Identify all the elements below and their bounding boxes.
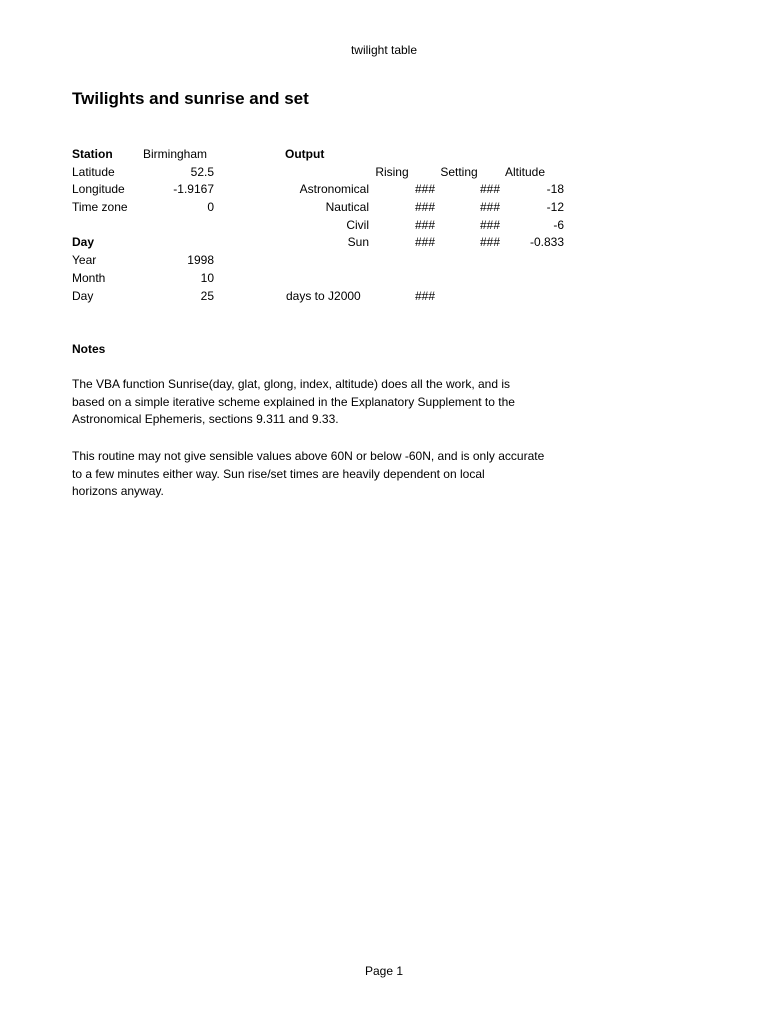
notes-line: to a few minutes either way. Sun rise/set times are heavily dependent on local — [72, 466, 485, 481]
output-altitude-value: -6 — [553, 218, 564, 232]
latitude-value: 52.5 — [190, 165, 214, 179]
output-label: Output — [285, 147, 325, 161]
longitude-value: -1.9167 — [173, 182, 214, 196]
output-row-name: Sun — [347, 235, 369, 249]
output-row-name: Nautical — [325, 200, 369, 214]
notes-line: This routine may not give sensible values above 60N or below -60N, and is only accurate — [72, 449, 545, 463]
output-row-name: Civil — [346, 218, 369, 232]
output-rising-value: ### — [414, 218, 435, 232]
column-header-altitude: Altitude — [504, 165, 546, 179]
output-rising-value: ### — [414, 235, 435, 249]
page-header: twilight table — [350, 43, 418, 57]
output-setting-value: ### — [479, 200, 500, 214]
month-value: 10 — [200, 271, 214, 285]
output-altitude-value: -12 — [546, 200, 564, 214]
month-label: Month — [72, 271, 106, 285]
timezone-value: 0 — [207, 200, 214, 214]
j2000-value: ### — [414, 289, 435, 303]
notes-line: The VBA function Sunrise(day, glat, glong, index, altitude) does all the work, and is — [72, 377, 511, 391]
year-label: Year — [72, 253, 97, 267]
output-setting-value: ### — [479, 218, 500, 232]
output-row-name: Astronomical — [299, 182, 369, 196]
j2000-label: days to J2000 — [286, 289, 361, 303]
day-section-label: Day — [72, 235, 95, 249]
timezone-label: Time zone — [72, 200, 128, 214]
output-rising-value: ### — [414, 200, 435, 214]
output-rising-value: ### — [414, 182, 435, 196]
page-footer: Page 1 — [364, 964, 404, 978]
output-altitude-value: -0.833 — [529, 235, 564, 249]
notes-paragraph-2 — [72, 448, 592, 501]
day-label: Day — [72, 289, 94, 303]
station-value: Birmingham — [143, 147, 208, 161]
year-value: 1998 — [187, 253, 214, 267]
latitude-label: Latitude — [72, 165, 115, 179]
notes-line: Astronomical Ephemeris, sections 9.311 and 9.33. — [72, 412, 339, 426]
station-label: Station — [72, 147, 113, 161]
column-header-rising: Rising — [375, 165, 409, 179]
output-setting-value: ### — [479, 235, 500, 249]
column-header-setting: Setting — [440, 165, 478, 179]
notes-line: based on a simple iterative scheme explained in the Explanatory Supplement to the — [72, 394, 515, 409]
notes-heading: Notes — [72, 342, 106, 356]
output-setting-value: ### — [479, 182, 500, 196]
notes-line: horizons anyway. — [72, 484, 164, 498]
output-altitude-value: -18 — [546, 182, 564, 196]
page-title: Twilights and sunrise and set — [72, 89, 309, 108]
notes-paragraph-1 — [72, 376, 592, 429]
longitude-label: Longitude — [72, 182, 125, 196]
day-value: 25 — [200, 289, 214, 303]
